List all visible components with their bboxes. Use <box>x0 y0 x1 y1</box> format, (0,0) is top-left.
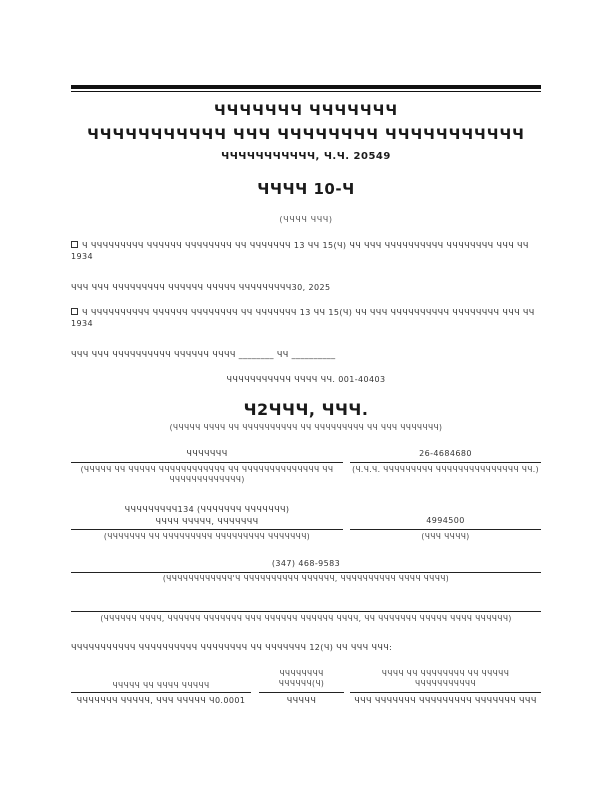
col-exchange-line1: ЧЧЧЧ ЧЧ ЧЧЧЧЧЧЧЧ ЧЧ ЧЧЧЧЧ <box>381 669 510 678</box>
trading-symbol-value: ЧЧЧЧЧ <box>286 696 317 705</box>
former-name-underline <box>71 611 541 612</box>
transition-period: ЧЧЧ ЧЧЧ ЧЧЧЧЧЧЧЧЧЧ ЧЧЧЧЧЧ ЧЧЧЧ ________ ЧЧ __________ <box>71 350 336 359</box>
annual-report-option <box>71 240 546 262</box>
col-title-of-class: ЧЧЧЧЧ ЧЧ ЧЧЧЧ ЧЧЧЧЧ <box>112 681 210 690</box>
commission-city: ЧЧЧЧЧЧЧЧЧЧЧ, Ч.Ч. 20549 <box>221 151 391 162</box>
commission-file-number: ЧЧЧЧЧЧЧЧЧЧЧ ЧЧЧЧ ЧЧ. 001-40403 <box>226 375 386 384</box>
ein-caption: (Ч.Ч.Ч. ЧЧЧЧЧЧЧЧЧ ЧЧЧЧЧЧЧЧЧЧЧЧЧЧЧ ЧЧ.) <box>352 465 539 474</box>
col-title-underline <box>71 692 251 693</box>
ein-value: 26-4684680 <box>419 449 472 458</box>
checkbox-annual-report-icon[interactable] <box>71 241 78 248</box>
address-caption: (ЧЧЧЧЧЧЧ ЧЧ ЧЧЧЧЧЧЧЧЧ ЧЧЧЧЧЧЧЧЧ ЧЧЧЧЧЧЧ) <box>103 532 311 541</box>
mark-one-label: (ЧЧЧЧ ЧЧЧ) <box>279 215 333 224</box>
address-value <box>71 504 343 528</box>
phone-underline <box>71 572 541 573</box>
address-underline <box>71 529 343 530</box>
address-line1: ЧЧЧЧЧЧЧЧЧ134 (ЧЧЧЧЧЧЧ ЧЧЧЧЧЧЧ) <box>124 505 290 514</box>
commission-name: ЧЧЧЧЧЧЧЧЧЧЧ ЧЧЧ ЧЧЧЧЧЧЧЧ ЧЧЧЧЧЧЧЧЧЧЧ <box>87 127 525 143</box>
company-name: Ч2ЧЧЧ, ЧЧЧ. <box>243 400 369 419</box>
col-trading-symbol <box>259 669 344 689</box>
company-name-caption: (ЧЧЧЧЧ ЧЧЧЧ ЧЧ ЧЧЧЧЧЧЧЧЧЧ ЧЧ ЧЧЧЧЧЧЧЧЧ ЧЧ ЧЧЧ ЧЧЧЧЧЧЧ) <box>169 423 443 432</box>
zip-value: 4994500 <box>426 516 465 525</box>
securities-intro: ЧЧЧЧЧЧЧЧЧЧЧ ЧЧЧЧЧЧЧЧЧЧ ЧЧЧЧЧЧЧЧ ЧЧ ЧЧЧЧЧЧЧ 12(Ч) ЧЧ ЧЧЧ ЧЧЧ: <box>71 643 393 652</box>
zip-underline <box>350 529 541 530</box>
col-exchange-underline <box>350 692 541 693</box>
transition-report-year: 1934 <box>71 319 93 328</box>
zip-caption: (ЧЧЧ ЧЧЧЧ) <box>421 532 470 541</box>
state-value: ЧЧЧЧЧЧЧ <box>186 449 228 458</box>
col-trading-symbol-line1: ЧЧЧЧЧЧЧЧ <box>279 669 324 678</box>
agency-name: ЧЧЧЧЧЧЧ ЧЧЧЧЧЧЧ <box>213 103 399 119</box>
form-name: ЧЧЧЧ 10-Ч <box>257 180 355 198</box>
col-trading-symbol-line2: ЧЧЧЧЧЧ(Ч) <box>278 679 325 688</box>
col-symbol-underline <box>259 692 344 693</box>
col-exchange <box>350 669 541 689</box>
phone-value: (347) 468-9583 <box>271 559 341 568</box>
annual-report-year: 1934 <box>71 252 93 261</box>
state-underline <box>71 462 343 463</box>
ein-underline <box>350 462 541 463</box>
phone-caption: (ЧЧЧЧЧЧЧЧЧЧЧЧ'Ч ЧЧЧЧЧЧЧЧЧЧ ЧЧЧЧЧЧ, ЧЧЧЧЧЧЧЧЧЧ ЧЧЧЧ ЧЧЧЧ) <box>162 574 450 583</box>
top-rule-thin <box>71 91 541 92</box>
col-exchange-line2: ЧЧЧЧЧЧЧЧЧЧЧ <box>415 679 476 688</box>
former-name-caption: (ЧЧЧЧЧЧ ЧЧЧЧ, ЧЧЧЧЧЧ ЧЧЧЧЧЧЧ ЧЧЧ ЧЧЧЧЧЧ ЧЧЧЧЧЧ ЧЧЧЧ, ЧЧ ЧЧЧЧЧЧЧ ЧЧЧЧЧ ЧЧЧЧ ЧЧЧЧЧЧ) <box>100 614 512 623</box>
transition-report-option <box>71 307 546 329</box>
exchange-value: ЧЧЧ ЧЧЧЧЧЧЧ ЧЧЧЧЧЧЧЧЧ ЧЧЧЧЧЧЧ ЧЧЧ <box>354 696 537 705</box>
fiscal-period: ЧЧЧ ЧЧЧ ЧЧЧЧЧЧЧЧЧ ЧЧЧЧЧЧ ЧЧЧЧЧ ЧЧЧЧЧЧЧЧЧ30, 2025 <box>71 283 331 292</box>
security-class-value: ЧЧЧЧЧЧЧ ЧЧЧЧЧ, ЧЧЧ ЧЧЧЧЧ Ч0.0001 <box>76 696 246 705</box>
top-rule-thick <box>71 85 541 89</box>
checkbox-transition-report-icon[interactable] <box>71 308 78 315</box>
transition-report-text: Ч ЧЧЧЧЧЧЧЧЧЧ ЧЧЧЧЧЧ ЧЧЧЧЧЧЧЧ ЧЧ ЧЧЧЧЧЧЧ 13 ЧЧ 15(Ч) ЧЧ ЧЧЧ ЧЧЧЧЧЧЧЧЧЧ ЧЧЧЧЧЧЧЧ ЧЧЧ ЧЧ <box>82 308 535 317</box>
address-line2: ЧЧЧЧ ЧЧЧЧЧ, ЧЧЧЧЧЧЧ <box>155 517 259 526</box>
state-caption: (ЧЧЧЧЧ ЧЧ ЧЧЧЧЧ ЧЧЧЧЧЧЧЧЧЧЧЧ ЧЧ ЧЧЧЧЧЧЧЧЧЧЧЧЧЧ ЧЧ ЧЧЧЧЧЧЧЧЧЧЧЧЧ) <box>80 465 334 484</box>
annual-report-text: Ч ЧЧЧЧЧЧЧЧЧ ЧЧЧЧЧЧ ЧЧЧЧЧЧЧЧ ЧЧ ЧЧЧЧЧЧЧ 13 ЧЧ 15(Ч) ЧЧ ЧЧЧ ЧЧЧЧЧЧЧЧЧЧ ЧЧЧЧЧЧЧЧ ЧЧЧ ЧЧ <box>82 241 529 250</box>
